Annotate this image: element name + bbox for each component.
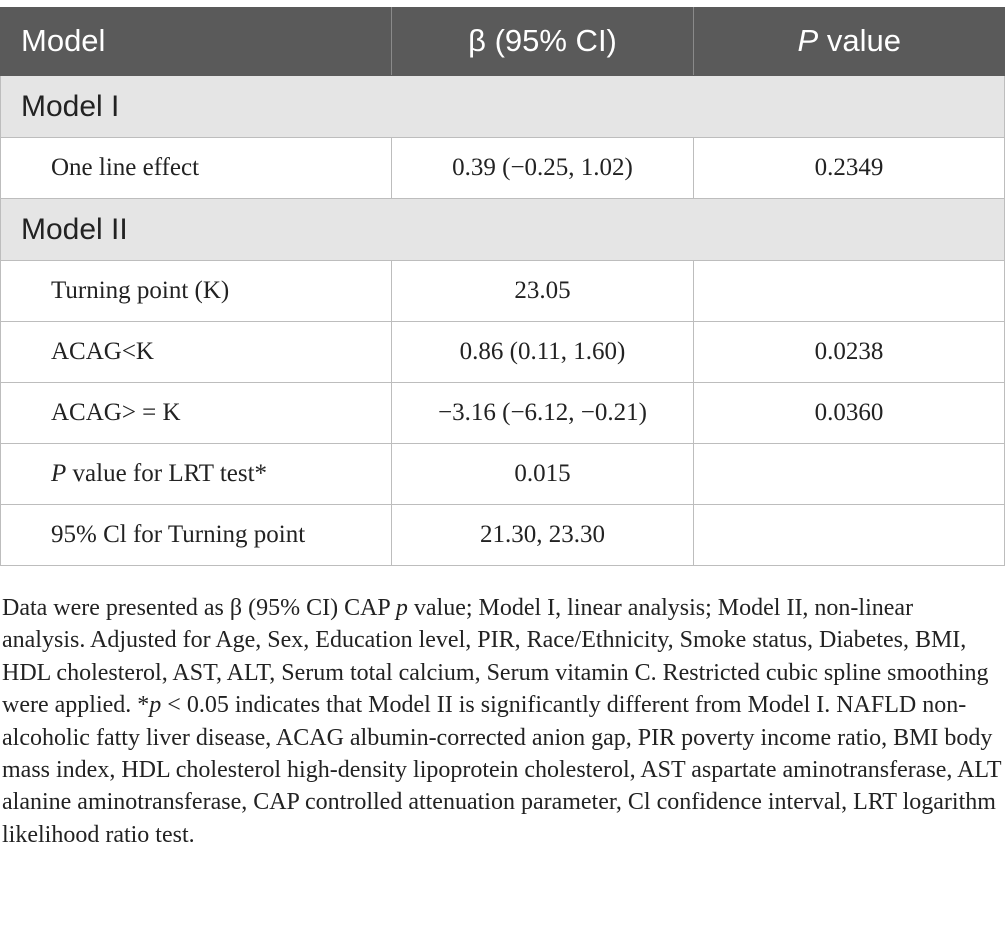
section-title-model-i: Model I [1, 76, 1005, 138]
table-footnote [2, 592, 1002, 851]
row-label: 95% Cl for Turning point [1, 505, 392, 566]
row-p [694, 261, 1005, 322]
table-row [1, 444, 1005, 505]
row-beta: 21.30, 23.30 [392, 505, 694, 566]
row-p: 0.0238 [694, 322, 1005, 383]
header-beta: β (95% CI) [392, 7, 694, 76]
row-p: 0.0360 [694, 383, 1005, 444]
footnote-part1: Data were presented as β (95% CI) CAP [2, 595, 396, 621]
row-beta: −3.16 (−6.12, −0.21) [392, 383, 694, 444]
header-p-italic: P [797, 23, 819, 58]
table-row [1, 261, 1005, 322]
row-beta: 0.015 [392, 444, 694, 505]
row-beta: 23.05 [392, 261, 694, 322]
header-row [1, 7, 1005, 76]
header-p-rest: value [818, 23, 901, 58]
table-row [1, 383, 1005, 444]
row-label-italic: P [51, 460, 67, 487]
row-beta: 0.39 (−0.25, 1.02) [392, 138, 694, 199]
row-label [1, 444, 392, 505]
table-row [1, 322, 1005, 383]
row-label: ACAG> = K [1, 383, 392, 444]
table-row [1, 505, 1005, 566]
header-model: Model [1, 7, 392, 76]
footnote-italic-p: p [395, 595, 408, 621]
row-label: Turning point (K) [1, 261, 392, 322]
row-label-rest: value for LRT test* [66, 460, 268, 487]
footnote-part2: value; Model I, linear analysis; Model II, non-linear analysis. Adjusted for Age, Sex, Education level, PIR, Race/Ethnicity, Smoke status, Diabetes, BMI, HDL cholesterol, AST, ALT, Serum total calcium, Serum vitamin C. Restricted cubic spline smoothing were applied. * [2, 595, 989, 719]
row-p: 0.2349 [694, 138, 1005, 199]
row-label: One line effect [1, 138, 392, 199]
row-p [694, 505, 1005, 566]
section-row-model-ii [1, 199, 1005, 261]
row-p [694, 444, 1005, 505]
row-label: ACAG<K [1, 322, 392, 383]
footnote-part3: < 0.05 indicates that Model II is significantly different from Model I. NAFLD non-alcoholic fatty liver disease, ACAG albumin-corrected anion gap, PIR poverty income ratio, BMI body mass index, HDL cholesterol high-density lipoprotein cholesterol, AST aspartate aminotransferase, ALT alanine aminotransferase, CAP controlled attenuation parameter, Cl confidence interval, LRT logarithm likelihood ratio test. [2, 692, 1002, 848]
section-row-model-i [1, 76, 1005, 138]
section-title-model-ii: Model II [1, 199, 1005, 261]
footnote-italic-p2: p [149, 692, 162, 719]
row-beta: 0.86 (0.11, 1.60) [392, 322, 694, 383]
results-table [0, 7, 1005, 566]
header-p-value [694, 7, 1005, 76]
table-row [1, 138, 1005, 199]
